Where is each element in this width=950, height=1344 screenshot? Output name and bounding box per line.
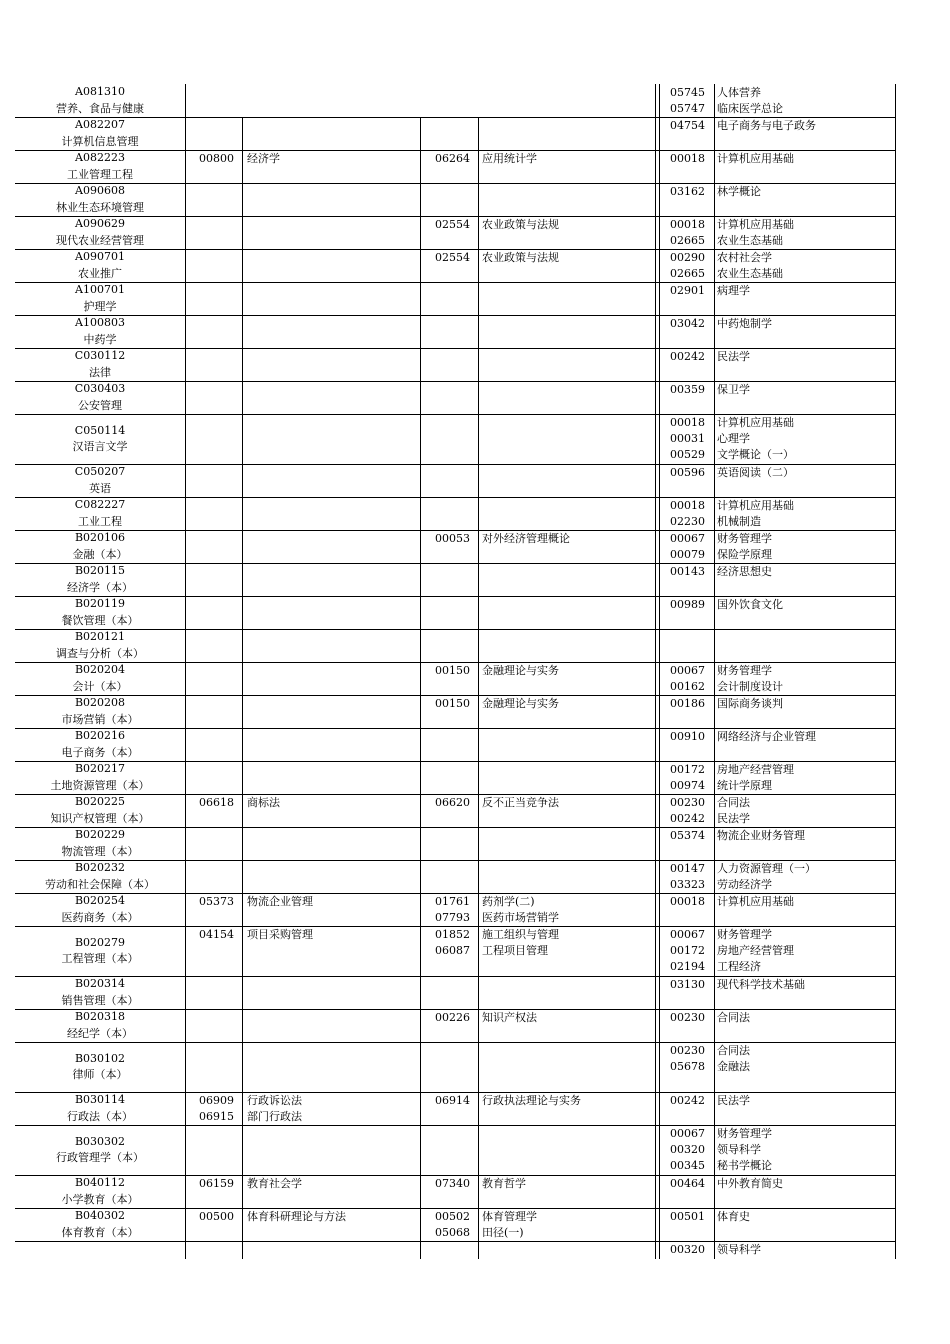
course-name: 经济学 (247, 152, 280, 165)
course-name: 人力资源管理（一） (717, 862, 816, 875)
course-code: 02230 (670, 515, 705, 528)
course-code: 00162 (670, 680, 705, 693)
course-name: 财务管理学 (717, 1127, 772, 1140)
course-name: 林学概论 (717, 185, 761, 198)
course-name: 民法学 (717, 350, 750, 363)
course-code: 00974 (670, 779, 705, 792)
course-code: 00320 (670, 1243, 705, 1256)
course-code: 00230 (670, 1044, 705, 1057)
course-name: 合同法 (717, 1044, 750, 1057)
course-name: 财务管理学 (717, 532, 772, 545)
course-name: 工程经济 (717, 960, 761, 973)
course-code: 06620 (435, 796, 470, 809)
course-code: 00230 (670, 796, 705, 809)
course-code: 00018 (670, 152, 705, 165)
major-name: 劳动和社会保障（本） (45, 878, 155, 891)
course-code: 00359 (670, 383, 705, 396)
major-code: B020106 (74, 531, 126, 544)
course-name: 商标法 (247, 796, 280, 809)
course-code: 01852 (435, 928, 470, 941)
course-code: 00800 (199, 152, 234, 165)
column-rule (242, 118, 243, 1259)
major-code: A090608 (75, 184, 125, 197)
major-name: 知识产权管理（本） (50, 812, 150, 825)
major-code: B020121 (74, 630, 126, 643)
major-name: 汉语言文学 (72, 440, 128, 453)
course-code: 00529 (670, 448, 705, 461)
course-name: 施工组织与管理 (482, 928, 559, 941)
course-code: 00242 (670, 1094, 705, 1107)
course-name: 房地产经营管理 (717, 944, 794, 957)
course-code: 06159 (199, 1177, 234, 1190)
major-code: B020119 (74, 597, 126, 610)
course-code: 02665 (670, 267, 705, 280)
column-rule (659, 84, 660, 1259)
major-code: C050207 (74, 465, 126, 478)
course-name: 医药市场营销学 (482, 911, 559, 924)
course-code: 05747 (670, 102, 705, 115)
course-name: 英语阅读（二） (717, 466, 794, 479)
course-name: 统计学原理 (717, 779, 772, 792)
major-code: A090701 (75, 250, 125, 263)
course-name: 会计制度设计 (717, 680, 783, 693)
course-name: 房地产经营管理 (717, 763, 794, 776)
major-code: C082227 (74, 498, 126, 511)
course-name: 行政诉讼法 (247, 1094, 302, 1107)
course-code: 03130 (670, 978, 705, 991)
major-code: B020115 (74, 564, 126, 577)
course-code: 04154 (199, 928, 234, 941)
major-code: C050114 (74, 424, 126, 437)
column-rule (655, 84, 656, 1259)
course-code: 00989 (670, 598, 705, 611)
major-code: A081310 (75, 85, 125, 98)
column-rule (420, 118, 421, 1259)
course-name: 物流企业财务管理 (717, 829, 805, 842)
course-code: 02554 (435, 251, 470, 264)
course-code: 02554 (435, 218, 470, 231)
course-code: 00150 (435, 697, 470, 710)
course-code: 00242 (670, 812, 705, 825)
course-code: 00172 (670, 763, 705, 776)
major-name: 电子商务（本） (61, 746, 139, 759)
major-name: 护理学 (83, 300, 117, 313)
course-code: 00596 (670, 466, 705, 479)
course-name: 金融法 (717, 1060, 750, 1073)
course-name: 电子商务与电子政务 (717, 119, 816, 132)
course-code: 05745 (670, 86, 705, 99)
course-code: 02901 (670, 284, 705, 297)
course-name: 国外饮食文化 (717, 598, 783, 611)
course-name: 机械制造 (717, 515, 761, 528)
major-name: 会计（本） (72, 680, 128, 693)
course-name: 临床医学总论 (717, 102, 783, 115)
course-name: 网络经济与企业管理 (717, 730, 816, 743)
course-name: 农业生态基础 (717, 234, 783, 247)
major-name: 经纪学（本） (67, 1027, 133, 1040)
major-name: 行政法（本） (67, 1110, 133, 1123)
major-code: A082207 (75, 118, 125, 131)
major-name: 英语 (89, 482, 111, 495)
major-code: B040112 (74, 1176, 126, 1189)
row-divider (15, 1042, 895, 1043)
course-code: 06909 (199, 1094, 234, 1107)
major-code: A090629 (75, 217, 125, 230)
course-name: 对外经济管理概论 (482, 532, 570, 545)
course-code: 03042 (670, 317, 705, 330)
course-name: 中外教育简史 (717, 1177, 783, 1190)
major-code: B020232 (74, 861, 126, 874)
course-name: 计算机应用基础 (717, 218, 794, 231)
major-name: 现代农业经营管理 (56, 234, 144, 247)
course-code: 00226 (435, 1011, 470, 1024)
course-code: 00230 (670, 1011, 705, 1024)
major-name: 农业推广 (78, 267, 122, 280)
major-name: 体育教育（本） (61, 1226, 139, 1239)
course-code: 01761 (435, 895, 470, 908)
course-name: 计算机应用基础 (717, 416, 794, 429)
course-name: 心理学 (717, 432, 750, 445)
course-code: 00242 (670, 350, 705, 363)
major-code: B020229 (74, 828, 126, 841)
major-code: B020208 (74, 696, 126, 709)
course-name: 行政执法理论与实务 (482, 1094, 581, 1107)
major-code: B020279 (74, 936, 126, 949)
course-code: 00345 (670, 1159, 705, 1172)
course-name: 民法学 (717, 812, 750, 825)
major-name: 经济学（本） (67, 581, 133, 594)
course-name: 金融理论与实务 (482, 697, 559, 710)
course-name: 领导科学 (717, 1143, 761, 1156)
major-code: A100803 (75, 316, 125, 329)
course-name: 农业生态基础 (717, 267, 783, 280)
course-code: 00053 (435, 532, 470, 545)
course-name: 物流企业管理 (247, 895, 313, 908)
major-name: 公安管理 (78, 399, 122, 412)
major-code: B020225 (74, 795, 126, 808)
course-name: 劳动经济学 (717, 878, 772, 891)
course-name: 中药炮制学 (717, 317, 772, 330)
major-name: 工程管理（本） (61, 952, 139, 965)
course-name: 计算机应用基础 (717, 152, 794, 165)
major-name: 医药商务（本） (61, 911, 139, 924)
course-name: 体育史 (717, 1210, 750, 1223)
course-name: 教育社会学 (247, 1177, 302, 1190)
course-code: 00172 (670, 944, 705, 957)
course-code: 00910 (670, 730, 705, 743)
course-name: 应用统计学 (482, 152, 537, 165)
course-code: 00147 (670, 862, 705, 875)
major-name: 行政管理学（本） (56, 1151, 144, 1164)
major-code: A100701 (75, 283, 125, 296)
course-code: 00464 (670, 1177, 705, 1190)
major-name: 土地资源管理（本） (50, 779, 150, 792)
course-name: 体育管理学 (482, 1210, 537, 1223)
major-name: 工业工程 (78, 515, 122, 528)
major-name: 中药学 (83, 333, 117, 346)
column-rule (895, 84, 896, 1259)
course-code: 05374 (670, 829, 705, 842)
course-code: 00143 (670, 565, 705, 578)
major-name: 销售管理（本） (61, 994, 139, 1007)
major-code: B030102 (74, 1052, 126, 1065)
course-name: 农业政策与法规 (482, 218, 559, 231)
major-name: 法律 (89, 366, 111, 379)
course-name: 民法学 (717, 1094, 750, 1107)
course-code: 00502 (435, 1210, 470, 1223)
course-code: 00186 (670, 697, 705, 710)
course-name: 现代科学技术基础 (717, 978, 805, 991)
course-name: 体育科研理论与方法 (247, 1210, 346, 1223)
course-code: 00018 (670, 416, 705, 429)
course-name: 合同法 (717, 796, 750, 809)
course-code: 03162 (670, 185, 705, 198)
course-code: 00031 (670, 432, 705, 445)
course-code: 03323 (670, 878, 705, 891)
course-code: 04754 (670, 119, 705, 132)
major-code: B020204 (74, 663, 126, 676)
course-name: 反不正当竞争法 (482, 796, 559, 809)
course-code: 02194 (670, 960, 705, 973)
major-name: 工业管理工程 (67, 168, 133, 181)
course-code: 00079 (670, 548, 705, 561)
course-name: 文学概论（一） (717, 448, 794, 461)
course-code: 00018 (670, 499, 705, 512)
column-rule (478, 118, 479, 1259)
major-name: 餐饮管理（本） (61, 614, 139, 627)
course-name: 教育哲学 (482, 1177, 526, 1190)
course-code: 00067 (670, 928, 705, 941)
course-name: 经济思想史 (717, 565, 772, 578)
course-name: 部门行政法 (247, 1110, 302, 1123)
major-name: 计算机信息管理 (61, 135, 139, 148)
course-code: 05678 (670, 1060, 705, 1073)
column-rule (714, 84, 715, 1259)
course-name: 计算机应用基础 (717, 895, 794, 908)
major-code: B020217 (74, 762, 126, 775)
course-code: 06914 (435, 1094, 470, 1107)
course-code: 00018 (670, 895, 705, 908)
course-code: 07340 (435, 1177, 470, 1190)
course-code: 07793 (435, 911, 470, 924)
major-code: B030302 (74, 1135, 126, 1148)
course-name: 秘书学概论 (717, 1159, 772, 1172)
course-code: 00500 (199, 1210, 234, 1223)
course-name: 人体营养 (717, 86, 761, 99)
course-code: 00067 (670, 664, 705, 677)
course-name: 农村社会学 (717, 251, 772, 264)
major-code: B020314 (74, 977, 126, 990)
course-name: 金融理论与实务 (482, 664, 559, 677)
major-name: 调查与分析（本） (56, 647, 144, 660)
course-name: 计算机应用基础 (717, 499, 794, 512)
course-name: 知识产权法 (482, 1011, 537, 1024)
major-name: 律师（本） (72, 1068, 128, 1081)
course-name: 保卫学 (717, 383, 750, 396)
course-name: 财务管理学 (717, 928, 772, 941)
major-code: C030112 (74, 349, 126, 362)
course-name: 项目采购管理 (247, 928, 313, 941)
major-name: 小学教育（本） (61, 1193, 139, 1206)
course-code: 05373 (199, 895, 234, 908)
row-divider (15, 1241, 895, 1242)
course-code: 00290 (670, 251, 705, 264)
course-name: 合同法 (717, 1011, 750, 1024)
course-code: 06915 (199, 1110, 234, 1123)
major-name: 营养、食品与健康 (56, 102, 144, 115)
major-code: B020254 (74, 894, 126, 907)
major-code: B040302 (74, 1209, 126, 1222)
major-code: B030114 (74, 1093, 126, 1106)
course-name: 田径(一) (482, 1226, 524, 1239)
course-name: 病理学 (717, 284, 750, 297)
course-name: 领导科学 (717, 1243, 761, 1256)
major-code: A082223 (75, 151, 125, 164)
course-code: 00150 (435, 664, 470, 677)
course-name: 药剂学(二) (482, 895, 535, 908)
course-name: 工程项目管理 (482, 944, 548, 957)
major-name: 金融（本） (72, 548, 128, 561)
major-code: C030403 (74, 382, 126, 395)
column-rule (185, 84, 186, 1259)
course-code: 06087 (435, 944, 470, 957)
course-code: 06618 (199, 796, 234, 809)
course-code: 06264 (435, 152, 470, 165)
course-code: 00501 (670, 1210, 705, 1223)
course-code: 00018 (670, 218, 705, 231)
course-name: 国际商务谈判 (717, 697, 783, 710)
major-code: B020318 (74, 1010, 126, 1023)
course-name: 财务管理学 (717, 664, 772, 677)
course-name: 保险学原理 (717, 548, 772, 561)
course-code: 02665 (670, 234, 705, 247)
major-name: 林业生态环境管理 (56, 201, 144, 214)
course-code: 00067 (670, 1127, 705, 1140)
course-code: 00320 (670, 1143, 705, 1156)
course-code: 05068 (435, 1226, 470, 1239)
major-name: 物流管理（本） (61, 845, 139, 858)
course-code: 00067 (670, 532, 705, 545)
major-name: 市场营销（本） (61, 713, 139, 726)
major-code: B020216 (74, 729, 126, 742)
course-name: 农业政策与法规 (482, 251, 559, 264)
